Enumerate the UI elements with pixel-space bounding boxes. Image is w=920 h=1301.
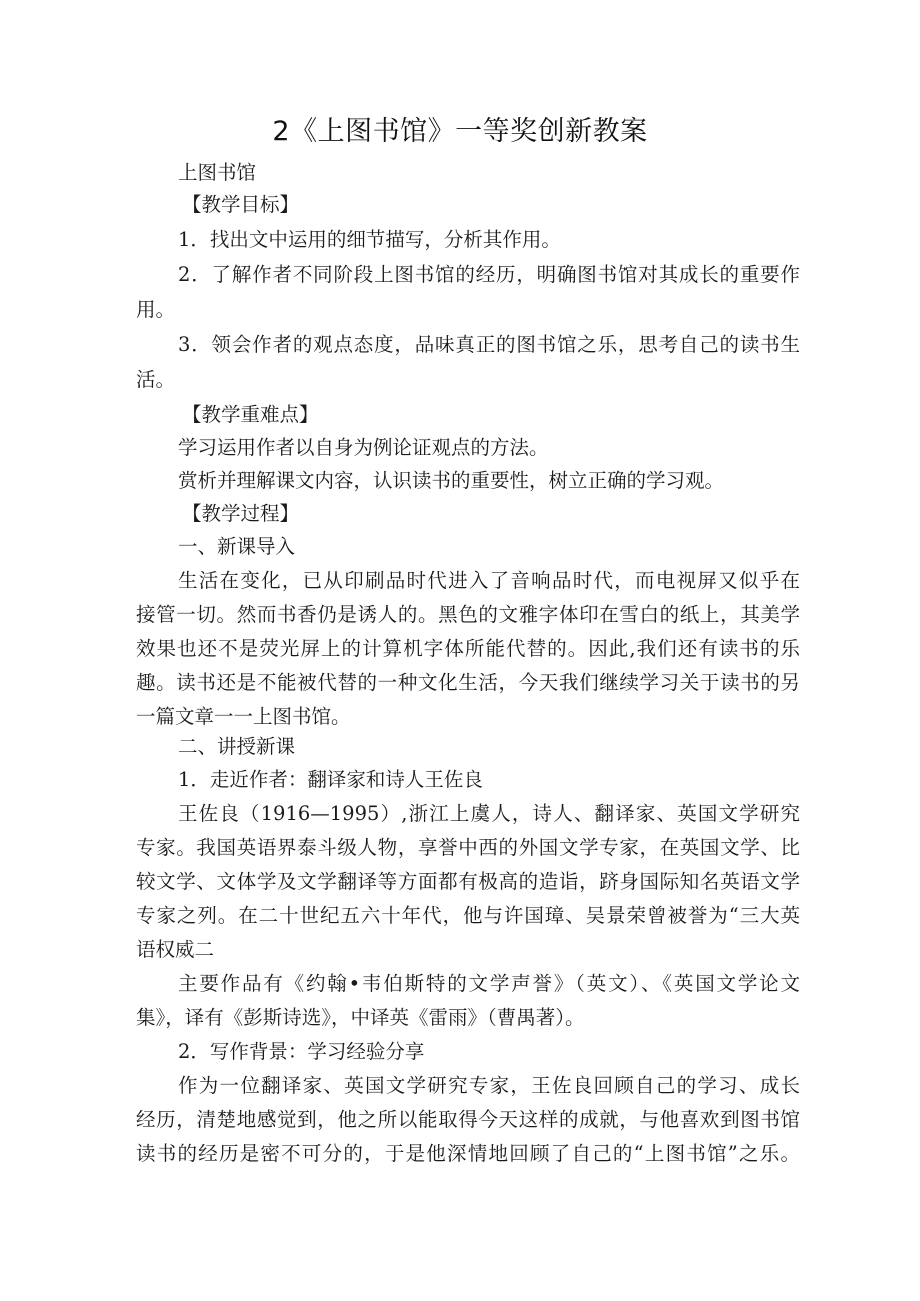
text-line: 二、讲授新课 [178, 735, 296, 758]
text-line: 生活在变化，已从印刷品时代进入了音响品时代，而电视屏又似乎在 [178, 569, 800, 592]
document-title: 2《上图书馆》一等奖创新教案 [272, 116, 648, 147]
section-heading: 【教学目标】 [182, 193, 300, 216]
text-line: 趣。读书还是不能被代替的一种文化生活，今天我们继续学习关于读书的另 [136, 671, 800, 694]
text-line: 1．走近作者：翻译家和诗人王佐良 [178, 768, 483, 791]
section-heading: 【教学重难点】 [182, 403, 319, 426]
text-line: 1．找出文中运用的细节描写，分析其作用。 [178, 228, 561, 251]
text-line: 主要作品有《约翰•韦伯斯特的文学声誉》（英文）、《英国文学论文 [178, 972, 800, 995]
text-line: 集》，译有《彭斯诗选》，中译英《雷雨》（曹禺著）。 [136, 1006, 585, 1029]
text-line: 2．了解作者不同阶段上图书馆的经历，明确图书馆对其成长的重要作 [178, 263, 800, 286]
text-line: 活。 [136, 368, 176, 391]
text-line: 作为一位翻译家、英国文学研究专家，王佐良回顾自己的学习、成长 [178, 1074, 800, 1097]
text-line: 较文学、文体学及文学翻译等方面都有极高的造诣，跻身国际知名英语文学 [136, 870, 800, 893]
text-line: 语权威二 [136, 938, 215, 961]
text-line: 王佐良（1916—1995）,浙江上虞人，诗人、翻译家、英国文学研究 [178, 802, 800, 825]
text-line: 接管一切。然而书香仍是诱人的。黑色的文雅字体印在雪白的纸上，其美学 [136, 603, 800, 626]
text-line: 效果也还不是荧光屏上的计算机字体所能代替的。因此,我们还有读书的乐 [136, 637, 800, 660]
text-line: 经历，清楚地感觉到，他之所以能取得今天这样的成就，与他喜欢到图书馆 [136, 1108, 800, 1131]
section-heading: 【教学过程】 [182, 502, 300, 525]
text-line: 2．写作背景：学习经验分享 [178, 1040, 425, 1063]
text-line: 一、新课导入 [178, 535, 296, 558]
text-line: 上图书馆 [178, 161, 257, 184]
text-line: 3．领会作者的观点态度，品味真正的图书馆之乐，思考自己的读书生 [178, 333, 800, 356]
text-line: 用。 [136, 298, 176, 321]
text-line: 专家。我国英语界泰斗级人物，享誉中西的外国文学专家，在英国文学、比 [136, 836, 800, 859]
text-line: 一篇文章一一上图书馆。 [136, 705, 351, 728]
text-line: 学习运用作者以自身为例论证观点的方法。 [178, 436, 549, 459]
text-line: 读书的经历是密不可分的，于是他深情地回顾了自己的“上图书馆”之乐。 [136, 1142, 800, 1165]
text-line: 专家之列。在二十世纪五六十年代，他与许国璋、吴景荣曾被誉为“三大英 [136, 904, 800, 927]
text-line: 赏析并理解课文内容，认识读书的重要性，树立正确的学习观。 [178, 469, 725, 492]
